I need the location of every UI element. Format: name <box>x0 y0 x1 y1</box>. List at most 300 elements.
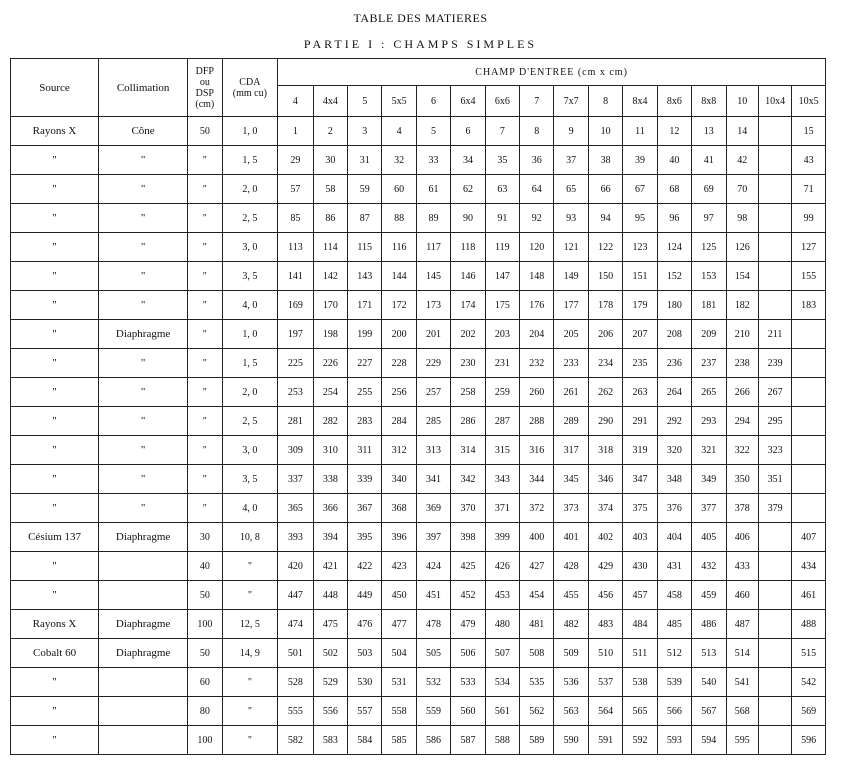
cell-value: 514 <box>726 639 758 668</box>
cell-value: 460 <box>726 581 758 610</box>
header-collimation: Collimation <box>99 59 188 117</box>
cell-value: 425 <box>451 552 485 581</box>
cell-value: 11 <box>623 117 657 146</box>
cell-cda: 12, 5 <box>222 610 278 639</box>
header-dfp-line1: DFP <box>195 65 214 77</box>
cell-value: 569 <box>792 697 826 726</box>
cell-value: 182 <box>726 291 758 320</box>
cell-collimation: " <box>99 407 188 436</box>
cell-value: 15 <box>792 117 826 146</box>
cell-value: 503 <box>348 639 382 668</box>
cell-value: 198 <box>313 320 347 349</box>
cell-value: 370 <box>451 494 485 523</box>
cell-value: 13 <box>692 117 726 146</box>
cell-value: 321 <box>692 436 726 465</box>
cell-value: 30 <box>313 146 347 175</box>
cell-value: 292 <box>657 407 691 436</box>
cell-source: " <box>11 233 99 262</box>
cell-value: 428 <box>554 552 588 581</box>
header-field: 8 <box>588 86 622 117</box>
cell-value: 199 <box>348 320 382 349</box>
cell-value: 256 <box>382 378 416 407</box>
cell-value: 43 <box>792 146 826 175</box>
cell-value: 286 <box>451 407 485 436</box>
cell-source: " <box>11 407 99 436</box>
table-row <box>11 465 826 494</box>
cell-value: 512 <box>657 639 691 668</box>
cell-value: 344 <box>520 465 554 494</box>
header-field: 5x5 <box>382 86 416 117</box>
cell-value: 290 <box>588 407 622 436</box>
cell-source: " <box>11 726 99 755</box>
cell-value: 267 <box>758 378 791 407</box>
cell-dfp: " <box>188 407 222 436</box>
cell-value: 318 <box>588 436 622 465</box>
cell-value: 60 <box>382 175 416 204</box>
cell-value: 260 <box>520 378 554 407</box>
cell-value: 211 <box>758 320 791 349</box>
cell-value: 181 <box>692 291 726 320</box>
cell-value: 375 <box>623 494 657 523</box>
cell-cda: 2, 0 <box>222 378 278 407</box>
cell-value: 596 <box>792 726 826 755</box>
cell-cda: " <box>222 697 278 726</box>
cell-collimation: " <box>99 494 188 523</box>
cell-value: 506 <box>451 639 485 668</box>
cell-value: 507 <box>485 639 519 668</box>
cell-value: 341 <box>416 465 450 494</box>
cell-value: 431 <box>657 552 691 581</box>
cell-value: 311 <box>348 436 382 465</box>
cell-collimation <box>99 552 188 581</box>
header-dfp <box>188 59 222 117</box>
cell-value: 119 <box>485 233 519 262</box>
cell-value: 379 <box>758 494 791 523</box>
table-row <box>11 436 826 465</box>
cell-value <box>792 320 826 349</box>
cell-value: 452 <box>451 581 485 610</box>
cell-value: 590 <box>554 726 588 755</box>
cell-value: 397 <box>416 523 450 552</box>
cell-value: 531 <box>382 668 416 697</box>
cell-value: 226 <box>313 349 347 378</box>
cell-value: 35 <box>485 146 519 175</box>
cell-value: 323 <box>758 436 791 465</box>
header-champ: CHAMP D'ENTREE (cm x cm) <box>278 59 826 86</box>
cell-value: 85 <box>278 204 313 233</box>
cell-value: 350 <box>726 465 758 494</box>
cell-value <box>758 726 791 755</box>
cell-value: 342 <box>451 465 485 494</box>
table-row <box>11 349 826 378</box>
cell-value: 533 <box>451 668 485 697</box>
cell-value: 423 <box>382 552 416 581</box>
cell-value: 149 <box>554 262 588 291</box>
cell-value: 593 <box>657 726 691 755</box>
table-row <box>11 668 826 697</box>
cell-value: 453 <box>485 581 519 610</box>
cell-value: 183 <box>792 291 826 320</box>
cell-source: " <box>11 175 99 204</box>
cell-value: 313 <box>416 436 450 465</box>
cell-value: 394 <box>313 523 347 552</box>
header-field: 5 <box>348 86 382 117</box>
cell-source: " <box>11 320 99 349</box>
table-row <box>11 552 826 581</box>
cell-dfp: " <box>188 175 222 204</box>
cell-value: 253 <box>278 378 313 407</box>
cell-value: 265 <box>692 378 726 407</box>
cell-cda: " <box>222 552 278 581</box>
cell-value <box>758 552 791 581</box>
cell-value: 141 <box>278 262 313 291</box>
cell-value: 178 <box>588 291 622 320</box>
cell-value: 535 <box>520 668 554 697</box>
cell-value: 259 <box>485 378 519 407</box>
cell-value: 257 <box>416 378 450 407</box>
table-row <box>11 320 826 349</box>
cell-source: " <box>11 436 99 465</box>
cell-value: 204 <box>520 320 554 349</box>
cell-value: 401 <box>554 523 588 552</box>
cell-source: " <box>11 378 99 407</box>
header-field: 10x5 <box>792 86 826 117</box>
cell-value: 563 <box>554 697 588 726</box>
cell-value: 424 <box>416 552 450 581</box>
header-cda <box>222 59 278 117</box>
cell-value: 3 <box>348 117 382 146</box>
cell-value: 486 <box>692 610 726 639</box>
cell-value: 65 <box>554 175 588 204</box>
cell-value: 69 <box>692 175 726 204</box>
cell-value: 556 <box>313 697 347 726</box>
cell-value: 422 <box>348 552 382 581</box>
cell-value: 339 <box>348 465 382 494</box>
cell-value: 345 <box>554 465 588 494</box>
cell-value: 96 <box>657 204 691 233</box>
cell-value: 4 <box>382 117 416 146</box>
cell-value: 475 <box>313 610 347 639</box>
cell-value: 87 <box>348 204 382 233</box>
cell-value <box>792 349 826 378</box>
cell-value: 201 <box>416 320 450 349</box>
cell-value: 239 <box>758 349 791 378</box>
cell-collimation: " <box>99 436 188 465</box>
cell-dfp: " <box>188 349 222 378</box>
cell-value: 237 <box>692 349 726 378</box>
cell-value: 180 <box>657 291 691 320</box>
cell-value: 294 <box>726 407 758 436</box>
cell-value: 374 <box>588 494 622 523</box>
cell-value: 120 <box>520 233 554 262</box>
cell-value: 405 <box>692 523 726 552</box>
cell-value: 322 <box>726 436 758 465</box>
cell-value: 589 <box>520 726 554 755</box>
cell-dfp: 100 <box>188 610 222 639</box>
cell-collimation: " <box>99 291 188 320</box>
cell-source: " <box>11 697 99 726</box>
cell-value: 202 <box>451 320 485 349</box>
cell-dfp: 50 <box>188 117 222 146</box>
cell-value: 14 <box>726 117 758 146</box>
cell-value: 284 <box>382 407 416 436</box>
cell-value: 567 <box>692 697 726 726</box>
cell-value: 320 <box>657 436 691 465</box>
cell-cda: 10, 8 <box>222 523 278 552</box>
cell-value: 406 <box>726 523 758 552</box>
cell-value: 515 <box>792 639 826 668</box>
cell-collimation: " <box>99 175 188 204</box>
cell-value: 338 <box>313 465 347 494</box>
cell-collimation: " <box>99 233 188 262</box>
cell-value: 142 <box>313 262 347 291</box>
cell-value: 340 <box>382 465 416 494</box>
cell-dfp: 50 <box>188 581 222 610</box>
cell-source: " <box>11 552 99 581</box>
cell-collimation: " <box>99 349 188 378</box>
cell-collimation: " <box>99 465 188 494</box>
cell-value: 349 <box>692 465 726 494</box>
header-dfp-line3: DSP <box>195 87 214 99</box>
cell-collimation: Diaphragme <box>99 610 188 639</box>
cell-value: 366 <box>313 494 347 523</box>
cell-value: 586 <box>416 726 450 755</box>
cell-value: 426 <box>485 552 519 581</box>
cell-value: 293 <box>692 407 726 436</box>
cell-value: 434 <box>792 552 826 581</box>
cell-value: 288 <box>520 407 554 436</box>
cell-value: 206 <box>588 320 622 349</box>
cell-value: 71 <box>792 175 826 204</box>
cell-value: 456 <box>588 581 622 610</box>
cell-value: 57 <box>278 175 313 204</box>
cell-value: 530 <box>348 668 382 697</box>
cell-value: 346 <box>588 465 622 494</box>
cell-dfp: 100 <box>188 726 222 755</box>
cell-source: " <box>11 291 99 320</box>
cell-collimation: Diaphragme <box>99 639 188 668</box>
cell-value: 177 <box>554 291 588 320</box>
cell-value: 373 <box>554 494 588 523</box>
cell-dfp: " <box>188 494 222 523</box>
cell-value: 127 <box>792 233 826 262</box>
cell-value: 123 <box>623 233 657 262</box>
cell-cda: 3, 0 <box>222 436 278 465</box>
table-row <box>11 523 826 552</box>
table-row <box>11 175 826 204</box>
cell-source: " <box>11 668 99 697</box>
cell-dfp: " <box>188 204 222 233</box>
cell-value: 528 <box>278 668 313 697</box>
cell-value: 258 <box>451 378 485 407</box>
cell-collimation: " <box>99 378 188 407</box>
cell-value: 485 <box>657 610 691 639</box>
cell-value: 539 <box>657 668 691 697</box>
cell-value: 6 <box>451 117 485 146</box>
cell-value: 2 <box>313 117 347 146</box>
cell-value: 455 <box>554 581 588 610</box>
cell-value: 314 <box>451 436 485 465</box>
cell-value: 559 <box>416 697 450 726</box>
cell-value: 591 <box>588 726 622 755</box>
cell-value: 225 <box>278 349 313 378</box>
cell-value: 91 <box>485 204 519 233</box>
cell-source: " <box>11 146 99 175</box>
cell-source: Rayons X <box>11 610 99 639</box>
cell-value: 560 <box>451 697 485 726</box>
cell-value: 261 <box>554 378 588 407</box>
table-row <box>11 146 826 175</box>
cell-value: 203 <box>485 320 519 349</box>
cell-cda: 3, 5 <box>222 465 278 494</box>
cell-value: 9 <box>554 117 588 146</box>
table-row <box>11 697 826 726</box>
table-row <box>11 204 826 233</box>
cell-value: 263 <box>623 378 657 407</box>
cell-value: 32 <box>382 146 416 175</box>
header-field: 4 <box>278 86 313 117</box>
cell-value: 31 <box>348 146 382 175</box>
cell-value: 588 <box>485 726 519 755</box>
header-field: 8x4 <box>623 86 657 117</box>
cell-value: 152 <box>657 262 691 291</box>
cell-collimation: " <box>99 146 188 175</box>
cell-value: 230 <box>451 349 485 378</box>
cell-value: 461 <box>792 581 826 610</box>
cell-value: 378 <box>726 494 758 523</box>
cell-value: 59 <box>348 175 382 204</box>
cell-dfp: " <box>188 436 222 465</box>
cell-value: 400 <box>520 523 554 552</box>
cell-value: 404 <box>657 523 691 552</box>
table-row <box>11 291 826 320</box>
header-cda-line2: (mm cu) <box>232 87 267 99</box>
table-row <box>11 581 826 610</box>
cell-value: 179 <box>623 291 657 320</box>
cell-cda: 1, 5 <box>222 146 278 175</box>
cell-value: 376 <box>657 494 691 523</box>
cell-value: 310 <box>313 436 347 465</box>
table-row <box>11 726 826 755</box>
cell-value: 488 <box>792 610 826 639</box>
cell-value: 291 <box>623 407 657 436</box>
cell-value: 254 <box>313 378 347 407</box>
header-field: 6 <box>416 86 450 117</box>
cell-dfp: " <box>188 320 222 349</box>
cell-value: 233 <box>554 349 588 378</box>
cell-value: 236 <box>657 349 691 378</box>
table-row <box>11 639 826 668</box>
cell-value: 171 <box>348 291 382 320</box>
cell-value: 457 <box>623 581 657 610</box>
cell-value: 474 <box>278 610 313 639</box>
cell-collimation <box>99 668 188 697</box>
cell-value <box>758 175 791 204</box>
cell-value: 34 <box>451 146 485 175</box>
cell-dfp: 80 <box>188 697 222 726</box>
cell-collimation: Cône <box>99 117 188 146</box>
cell-value: 12 <box>657 117 691 146</box>
cell-value: 337 <box>278 465 313 494</box>
cell-cda: 14, 9 <box>222 639 278 668</box>
cell-value: 98 <box>726 204 758 233</box>
cell-value: 58 <box>313 175 347 204</box>
cell-collimation: " <box>99 262 188 291</box>
cell-value: 532 <box>416 668 450 697</box>
cell-collimation <box>99 581 188 610</box>
cell-value: 396 <box>382 523 416 552</box>
cell-value <box>758 697 791 726</box>
cell-value: 89 <box>416 204 450 233</box>
cell-value: 558 <box>382 697 416 726</box>
cell-source: " <box>11 349 99 378</box>
cell-value: 432 <box>692 552 726 581</box>
cell-dfp: " <box>188 146 222 175</box>
header-field: 8x8 <box>692 86 726 117</box>
cell-value: 36 <box>520 146 554 175</box>
cell-value <box>758 262 791 291</box>
cell-value: 8 <box>520 117 554 146</box>
cell-value: 395 <box>348 523 382 552</box>
cell-value: 317 <box>554 436 588 465</box>
header-dfp-line4: (cm) <box>195 98 215 110</box>
cell-value: 403 <box>623 523 657 552</box>
cell-value: 476 <box>348 610 382 639</box>
cell-value: 93 <box>554 204 588 233</box>
cell-value: 407 <box>792 523 826 552</box>
cell-value: 228 <box>382 349 416 378</box>
cell-cda: 4, 0 <box>222 494 278 523</box>
cell-value: 229 <box>416 349 450 378</box>
cell-value: 504 <box>382 639 416 668</box>
cell-value: 238 <box>726 349 758 378</box>
cell-value: 86 <box>313 204 347 233</box>
cell-value: 97 <box>692 204 726 233</box>
cell-value: 99 <box>792 204 826 233</box>
table-row <box>11 117 826 146</box>
cell-value: 420 <box>278 552 313 581</box>
header-field: 7x7 <box>554 86 588 117</box>
cell-value: 511 <box>623 639 657 668</box>
cell-value: 235 <box>623 349 657 378</box>
cell-value: 169 <box>278 291 313 320</box>
cell-value: 398 <box>451 523 485 552</box>
cell-value: 538 <box>623 668 657 697</box>
cell-value: 262 <box>588 378 622 407</box>
cell-value: 555 <box>278 697 313 726</box>
header-field: 6x4 <box>451 86 485 117</box>
cell-value: 281 <box>278 407 313 436</box>
cell-value: 501 <box>278 639 313 668</box>
table-row <box>11 610 826 639</box>
cell-dfp: 40 <box>188 552 222 581</box>
cell-value: 372 <box>520 494 554 523</box>
cell-dfp: 60 <box>188 668 222 697</box>
cell-value: 484 <box>623 610 657 639</box>
header-field: 7 <box>520 86 554 117</box>
cell-value: 427 <box>520 552 554 581</box>
cell-value: 145 <box>416 262 450 291</box>
cell-value: 529 <box>313 668 347 697</box>
cell-value: 114 <box>313 233 347 262</box>
cell-value: 264 <box>657 378 691 407</box>
cell-value: 433 <box>726 552 758 581</box>
cell-value: 557 <box>348 697 382 726</box>
cell-cda: " <box>222 581 278 610</box>
cell-cda: 1, 0 <box>222 117 278 146</box>
cell-value <box>758 146 791 175</box>
table-row <box>11 407 826 436</box>
